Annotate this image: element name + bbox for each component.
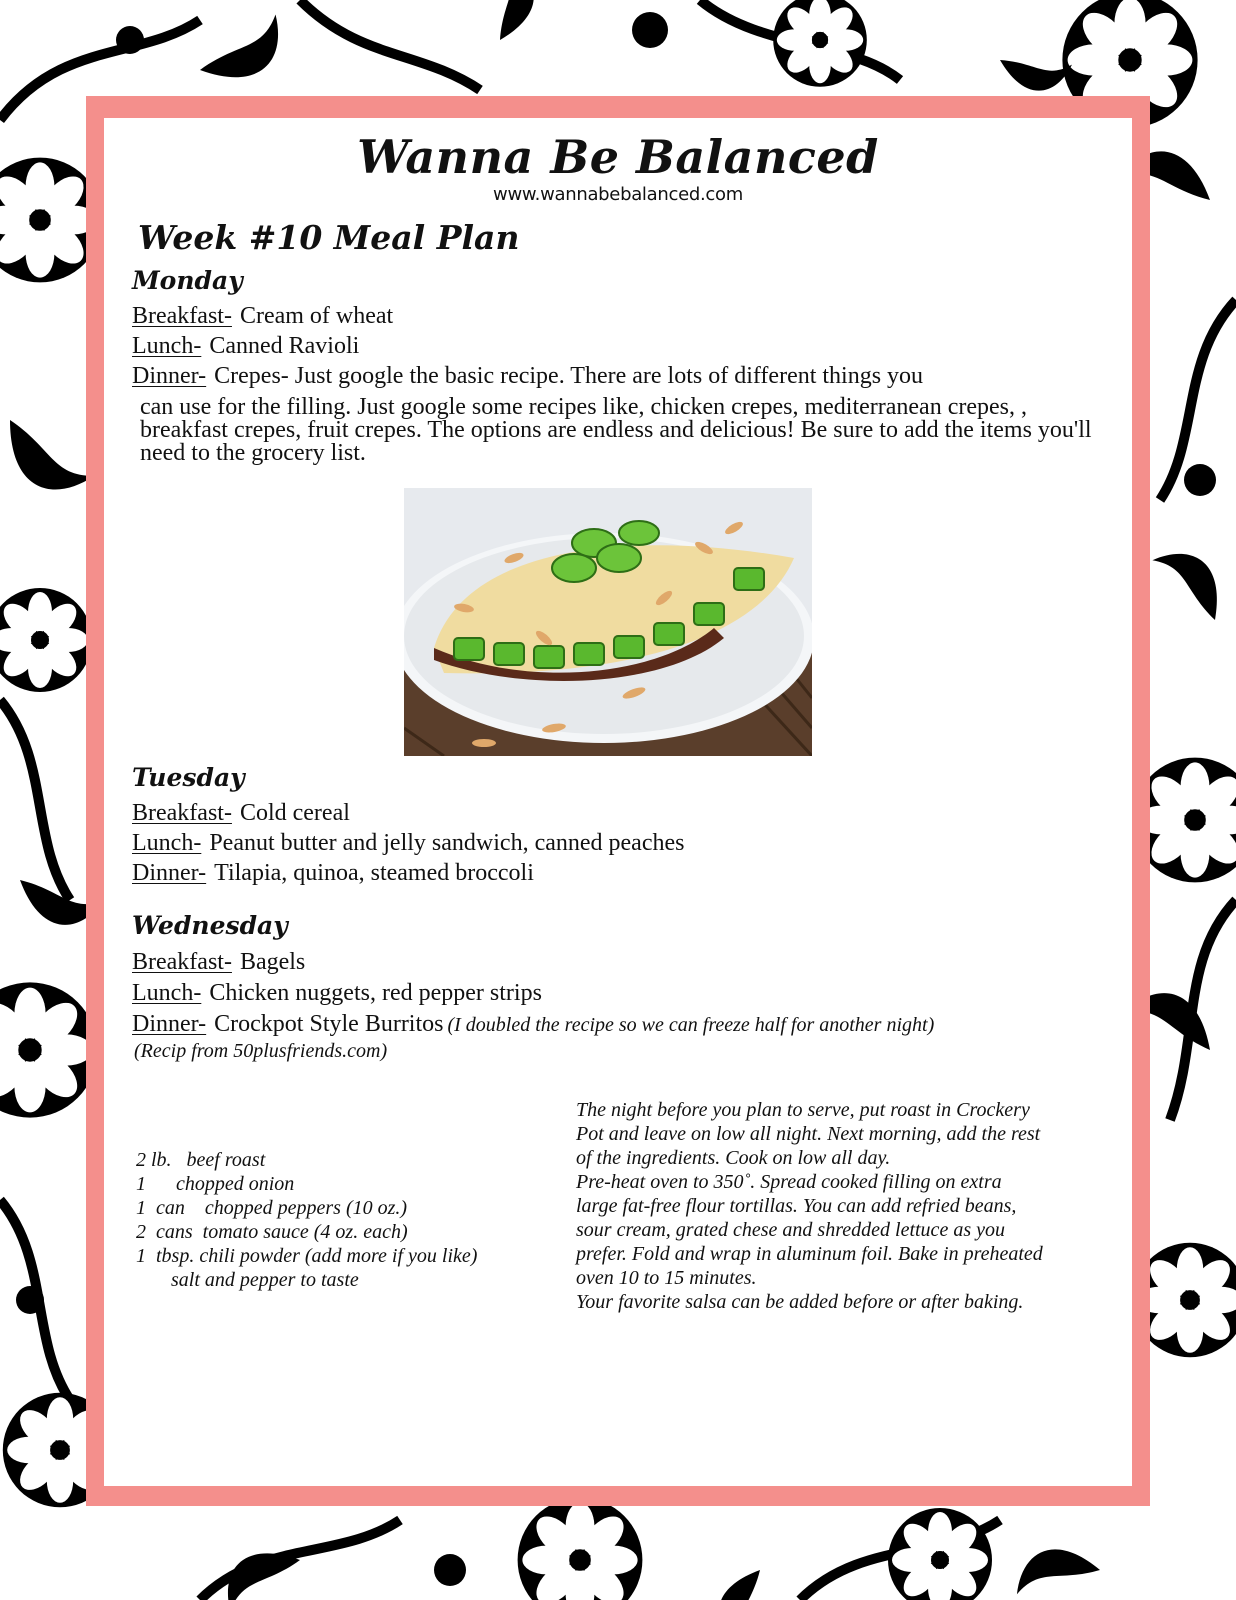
meal-value: Chicken nuggets, red pepper strips [209,980,542,1006]
instruction-paragraph: Your favorite salsa can be added before or after baking. [576,1291,1024,1313]
ingredient-item: 1 can chopped peppers (10 oz.) [136,1197,408,1219]
meal-value: Cream of wheat [239,303,394,329]
meal-value: Cold cereal [239,800,350,826]
meal-label: Dinner- [132,363,207,389]
meal-label: Breakfast- [132,303,232,329]
meal-label: Dinner- [132,860,207,886]
day-heading-monday: Monday [132,266,243,295]
meal-label: Lunch- [132,980,202,1006]
ingredient-item: 2 cans tomato sauce (4 oz. each) [136,1221,408,1243]
ingredient-item: 2 lb. beef roast [136,1149,266,1171]
meal-label: Dinner- [132,1011,207,1037]
instruction-paragraph: The night before you plan to serve, put roast in Crockery Pot and leave on low all night. Next morning, add the rest of the ingredients. Cook on low all day. [576,1099,1041,1169]
meal-label: Lunch- [132,830,202,856]
dinner-note: (I doubled the recipe so we can freeze half for another night) [447,1014,935,1036]
tuesday-dinner [132,861,1112,885]
day-heading-tuesday: Tuesday [132,763,245,792]
meal-value: Peanut butter and jelly sandwich, canned peaches [209,830,685,856]
instruction-paragraph: Pre-heat oven to 350˚. Spread cooked filling on extra large fat-free flour tortillas. You can add refried beans, sour cream, grated chese and shredded lettuce as you prefer. Fold and wrap in aluminum foil. Bake in preheated oven 10 to 15 minutes. [576,1171,1043,1289]
site-title: Wanna Be Balanced [357,130,879,184]
plan-title: Week #10 Meal Plan [138,218,520,257]
ingredient-item: 1 tbsp. chili powder (add more if you like) [136,1245,478,1267]
wednesday-dinner [132,1012,1112,1037]
meal-label: Lunch- [132,333,202,359]
meal-value: Crockpot Style Burritos [214,1011,444,1037]
monday-lunch [132,334,1112,358]
monday-dinner-description: can use for the filling. Just google some recipes like, chicken crepes, mediterranean crepes, , breakfast crepes, fruit crepes. The options are endless and delicious! Be sure to add the items you'll need to the grocery list. [140,394,1092,466]
ingredient-item: 1 chopped onion [136,1173,295,1195]
wednesday-breakfast [132,950,1112,974]
recipe-instructions [576,1098,1046,1314]
meal-plan-page [104,118,1132,1486]
crepe-photo [404,488,812,756]
monday-breakfast [132,304,1112,328]
recipe-source: (Recip from 50plusfriends.com) [134,1040,388,1062]
meal-value: Crepes- Just google the basic recipe. There are lots of different things you [214,363,924,389]
tuesday-breakfast [132,801,1112,825]
tuesday-lunch [132,831,1112,855]
wednesday-lunch [132,981,1112,1005]
meal-label: Breakfast- [132,800,232,826]
site-url[interactable]: www.wannabebalanced.com [493,184,743,205]
meal-value: Canned Ravioli [209,333,360,359]
day-heading-wednesday: Wednesday [132,911,288,940]
ingredients-list [136,1148,556,1292]
meal-value: Bagels [239,949,306,975]
ingredient-item: salt and pepper to taste [136,1269,359,1291]
meal-value: Tilapia, quinoa, steamed broccoli [214,860,534,886]
meal-label: Breakfast- [132,949,232,975]
monday-dinner [132,364,1112,388]
